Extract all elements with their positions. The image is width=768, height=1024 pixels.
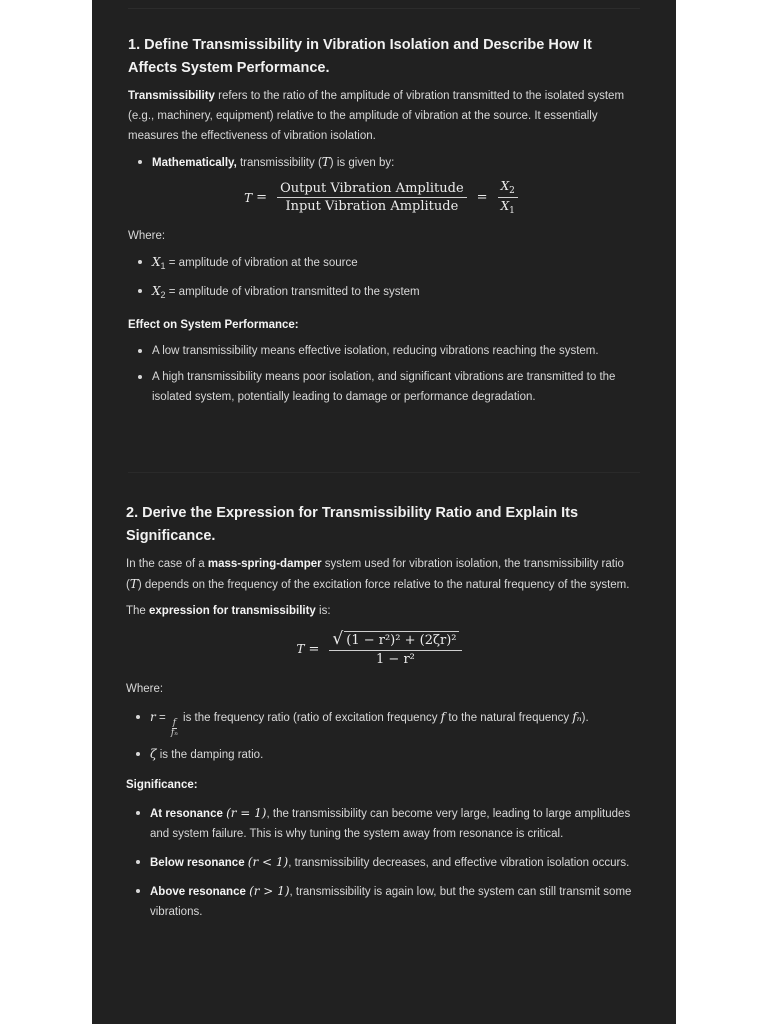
r-text-c: ). <box>581 712 589 724</box>
zeta-symbol: ζ <box>150 747 157 761</box>
list-item <box>126 707 638 738</box>
list-item: A high transmissibility means poor isolation, and significant vibrations are transmitted to the isolated system, potentially leading to damage or performance degradation. <box>128 367 640 407</box>
transmissibility-equation <box>128 179 640 216</box>
r-text-b: to the natural frequency <box>445 712 573 724</box>
eq-lhs: T <box>244 190 253 205</box>
r-symbol: r <box>150 710 156 724</box>
sig-label: Above resonance <box>150 886 246 898</box>
list-item <box>126 881 638 922</box>
eq-equals-2: = <box>476 190 488 205</box>
section-2-title <box>126 502 638 548</box>
intro-symbol: T <box>129 577 138 591</box>
sig-condition: (r > 1) <box>249 884 290 898</box>
eq-denominator: 1 − r² <box>376 652 415 667</box>
expr-text-a: The <box>126 605 150 617</box>
math-symbol: T <box>321 155 330 169</box>
section-1-title-text: Define Transmissibility in Vibration Isolation and Describe How It Affects System Performance. <box>128 37 592 76</box>
intro-term: mass-spring-damper <box>207 558 322 570</box>
list-item <box>128 152 640 173</box>
transmissibility-ratio-equation <box>126 631 638 667</box>
r-equals: = <box>158 712 166 724</box>
where-list <box>128 252 640 305</box>
zeta-text: is the damping ratio. <box>156 749 264 761</box>
var-text: = amplitude of vibration at the source <box>165 257 358 269</box>
f-symbol: f <box>440 710 446 724</box>
significance-list <box>126 803 638 922</box>
list-item: A low transmissibility means effective isolation, reducing vibrations reaching the system. <box>128 341 640 361</box>
section-2-intro <box>126 554 638 595</box>
sig-text: , transmissibility is again low, but the system can still transmit some vibrations. <box>150 886 632 918</box>
section-2-number: 2. <box>126 505 139 521</box>
eq-fraction <box>329 631 461 667</box>
eq-equals: = <box>256 190 268 205</box>
var-symbol: X <box>152 284 161 298</box>
where-label: Where: <box>126 683 164 695</box>
list-item <box>126 803 638 844</box>
intro-text-a: In the case of a <box>126 558 208 570</box>
math-text-a: transmissibility ( <box>236 157 322 169</box>
sig-text: , transmissibility decreases, and effective vibration isolation occurs. <box>288 857 630 869</box>
eq-x2-sub: 2 <box>509 186 515 196</box>
content-panel <box>92 0 676 1024</box>
r-frac-den: fₙ <box>170 728 178 738</box>
sig-condition: (r < 1) <box>247 855 289 869</box>
section-2 <box>126 502 638 922</box>
section-1-intro <box>128 86 640 146</box>
eq-denominator: Input Vibration Amplitude <box>285 199 459 214</box>
top-divider <box>128 8 640 9</box>
intro-term: Transmissibility <box>128 90 215 102</box>
list-item <box>128 281 640 305</box>
significance-heading: Significance: <box>126 779 198 791</box>
r-fraction <box>171 719 178 738</box>
var-sub: 2 <box>160 290 166 300</box>
section-1-number: 1. <box>128 37 141 53</box>
intro-text-c: ) depends on the frequency of the excitation force relative to the natural frequency of the system. <box>137 579 630 591</box>
section-1-title <box>128 34 640 80</box>
sig-condition: (r = 1) <box>226 806 267 820</box>
eq-lhs: T <box>296 642 305 656</box>
eq-numerator <box>329 631 461 651</box>
eq-radicand: (1 − r²)² + (2ζr)² <box>346 633 457 648</box>
intro-text-b: system used for vibration isolation, the transmissibility ratio ( <box>126 558 624 591</box>
eq-fraction-x <box>498 179 518 216</box>
effect-heading: Effect on System Performance: <box>128 319 299 331</box>
expr-text-b: is: <box>315 605 331 617</box>
section-divider <box>128 472 640 473</box>
eq-fraction <box>277 181 467 214</box>
r-frac-num: f <box>172 718 177 728</box>
var-sub: 1 <box>160 261 166 271</box>
var-text: = amplitude of vibration transmitted to the system <box>165 286 420 298</box>
expression-intro <box>126 601 638 621</box>
eq-x1: X <box>500 199 510 213</box>
expr-term: expression for transmissibility <box>149 605 316 617</box>
sig-label: At resonance <box>150 808 223 820</box>
eq-x1-sub: 1 <box>509 206 515 216</box>
math-label: Mathematically, <box>152 157 237 169</box>
eq-x2: X <box>500 179 510 193</box>
intro-text: refers to the ratio of the amplitude of vibration transmitted to the isolated system (e.g., machinery, equipment) relative to the amplitude of vibration at the source. It essentially measures the effectiveness of vibration isolation. <box>128 90 625 142</box>
eq-equals: = <box>308 641 320 657</box>
sig-text: , the transmissibility can become very large, leading to large amplitudes and system failure. This is why tuning the system away from resonance is critical. <box>150 808 631 840</box>
list-item <box>126 744 638 765</box>
where-list <box>126 707 638 765</box>
math-list <box>128 152 640 173</box>
list-item <box>128 252 640 276</box>
eq-numerator: Output Vibration Amplitude <box>277 181 467 198</box>
r-text-a: is the frequency ratio (ratio of excitation frequency <box>179 712 441 724</box>
var-symbol: X <box>152 255 161 269</box>
math-text-b: ) is given by: <box>329 157 395 169</box>
section-2-title-text: Derive the Expression for Transmissibility Ratio and Explain Its Significance. <box>126 505 579 544</box>
where-label: Where: <box>128 230 166 242</box>
sig-label: Below resonance <box>150 857 245 869</box>
effects-list <box>128 341 640 407</box>
fn-symbol: fₙ <box>572 710 582 724</box>
sqrt-icon: √ (1 − r²)² + (2ζr)² <box>332 629 457 649</box>
list-item <box>126 852 638 873</box>
section-1 <box>128 34 640 407</box>
